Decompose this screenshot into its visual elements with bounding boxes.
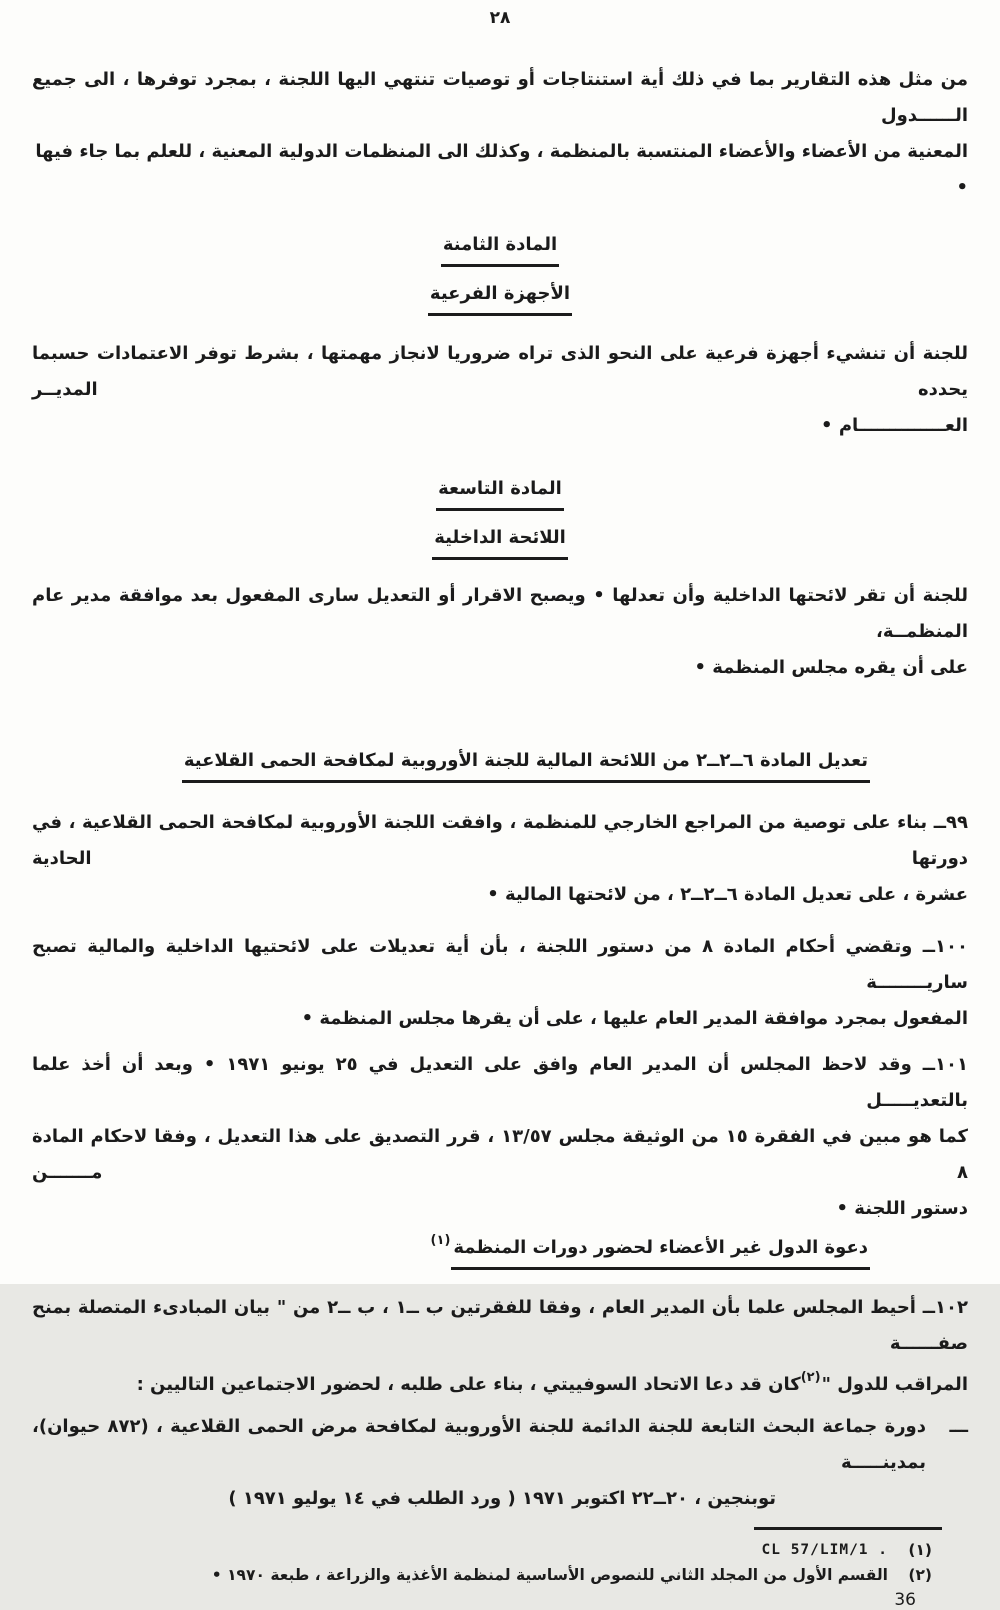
- footnote-separator: [754, 1527, 942, 1530]
- amendment-section-heading: [182, 748, 870, 783]
- footnote-ref: (٢): [800, 1370, 821, 1385]
- text-line: العــــــــــــــام •: [821, 415, 968, 436]
- article-nine-paragraph: [32, 578, 968, 686]
- text-segment: كان قد دعا الاتحاد السوفييتي ، بناء على طلبه ، لحضور الاجتماعين التاليين :: [136, 1374, 801, 1395]
- footnote-marker: (٢): [908, 1566, 932, 1584]
- text-line: ١٠٠ــ وتقضي أحكام المادة ٨ من دستور اللجنة ، بأن أية تعديلات على لائحتيها الداخلية والمالية تصبح ساريــــــــة: [32, 936, 968, 993]
- text-line: المعنية من الأعضاء والأعضاء المنتسبة بالمنظمة ، وكذلك الى المنظمات الدولية المعنية ، للعلم بما جاء فيها •: [35, 141, 968, 198]
- text-line: عشرة ، على تعديل المادة ٦ــ٢ــ٢ ، من لائحتها المالية •: [487, 884, 968, 905]
- paragraph-101: [32, 1047, 968, 1227]
- text-line: ٩٩ــ بناء على توصية من المراجع الخارجي للمنظمة ، وافقت اللجنة الأوروبية لمكافحة الحمى القلاعية ، في دورتها الحادية: [32, 812, 968, 869]
- text-line: ١٠٢ــ أحيط المجلس علما بأن المدير العام ، وفقا للفقرتين ب ــ١ ، ب ــ٢ من " بيان المبادىء المتصلة بمنح صفــــــة: [32, 1297, 969, 1354]
- text-line: للجنة أن تقر لائحتها الداخلية وأن تعدلها • ويصبح الاقرار أو التعديل سارى المفعول بعد موافقة مدير عام المنظمــة،: [32, 585, 968, 642]
- article-nine-heading: [32, 476, 968, 511]
- text-line: للجنة أن تنشيء أجهزة فرعية على النحو الذى تراه ضروريا لانجاز مهمتها ، بشرط توفر الاعتمادات حسبما يحدده المديــر: [32, 343, 968, 400]
- paragraph-100: [32, 929, 968, 1037]
- heading-text: المادة الثامنة: [441, 232, 559, 267]
- paragraph-102: [32, 1290, 968, 1403]
- text-line: [32, 1362, 968, 1403]
- footnotes: [32, 1538, 968, 1588]
- invitation-section-heading: [431, 1235, 870, 1270]
- heading-text: الأجهزة الفرعية: [428, 281, 572, 316]
- intro-continuation-paragraph: [32, 62, 968, 206]
- meeting-list-item: [32, 1409, 968, 1517]
- text-line: كما هو مبين في الفقرة ١٥ من الوثيقة مجلس ١٣/٥٧ ، قرر التصديق على هذا التعديل ، وفقا لاحكام المادة ٨ مـــــــن: [32, 1126, 968, 1183]
- text-line: من مثل هذه التقارير بما في ذلك أية استنتاجات أو توصيات تنتهي اليها اللجنة ، بمجرد توفرها ، الى جميع الــــــدول: [32, 69, 968, 126]
- paragraph-99: [32, 805, 968, 913]
- page-number-top: ٢٨: [489, 8, 511, 28]
- text-line: المفعول بمجرد موافقة المدير العام عليها ، على أن يقرها مجلس المنظمة •: [301, 1008, 968, 1029]
- heading-text: اللائحة الداخلية: [432, 525, 568, 560]
- subsidiary-bodies-heading: [32, 281, 968, 316]
- document-blocks: [32, 62, 968, 1517]
- text-segment: المراقب للدول ": [821, 1374, 968, 1395]
- heading-text: تعديل المادة ٦ــ٢ــ٢ من اللائحة المالية للجنة الأوروبية لمكافحة الحمى القلاعية: [182, 748, 870, 783]
- text-line: ١٠١ــ وقد لاحظ المجلس أن المدير العام وافق على التعديل في ٢٥ يونيو ١٩٧١ • وبعد أن أخذ علما بالتعديـــــل: [32, 1054, 969, 1111]
- dash-marker: ـــ: [949, 1416, 968, 1437]
- text-line: على أن يقره مجلس المنظمة •: [694, 657, 968, 678]
- page-number-bottom: 36: [894, 1590, 916, 1610]
- footnote-ref: (١): [430, 1233, 451, 1248]
- rules-of-procedure-heading: [32, 525, 968, 560]
- text-line: دورة جماعة البحث التابعة للجنة الدائمة للجنة الأوروبية لمكافحة مرض الحمى القلاعية ، (٨٧٢ حيوان)، بمدينـــــة: [32, 1416, 926, 1473]
- footnote-text: القسم الأول من المجلد الثاني للنصوص الأساسية لمنظمة الأغذية والزراعة ، طبعة ١٩٧٠ •: [211, 1566, 888, 1584]
- article-eight-heading: [32, 232, 968, 267]
- list-item-body: [32, 1409, 926, 1517]
- footnote: [32, 1563, 932, 1588]
- heading-text: دعوة الدول غير الأعضاء لحضور دورات المنظمة: [451, 1235, 870, 1270]
- footnote-text: CL 57/LIM/1 .: [761, 1542, 888, 1558]
- heading-text: المادة التاسعة: [436, 476, 564, 511]
- footnote: [32, 1538, 932, 1563]
- text-line: دستور اللجنة •: [836, 1198, 968, 1219]
- footnote-marker: (١): [908, 1541, 932, 1559]
- text-line: توبنجين ، ٢٠ــ٢٢ اكتوبر ١٩٧١ ( ورد الطلب في ١٤ يوليو ١٩٧١ ): [228, 1488, 776, 1509]
- article-eight-paragraph: [32, 336, 968, 444]
